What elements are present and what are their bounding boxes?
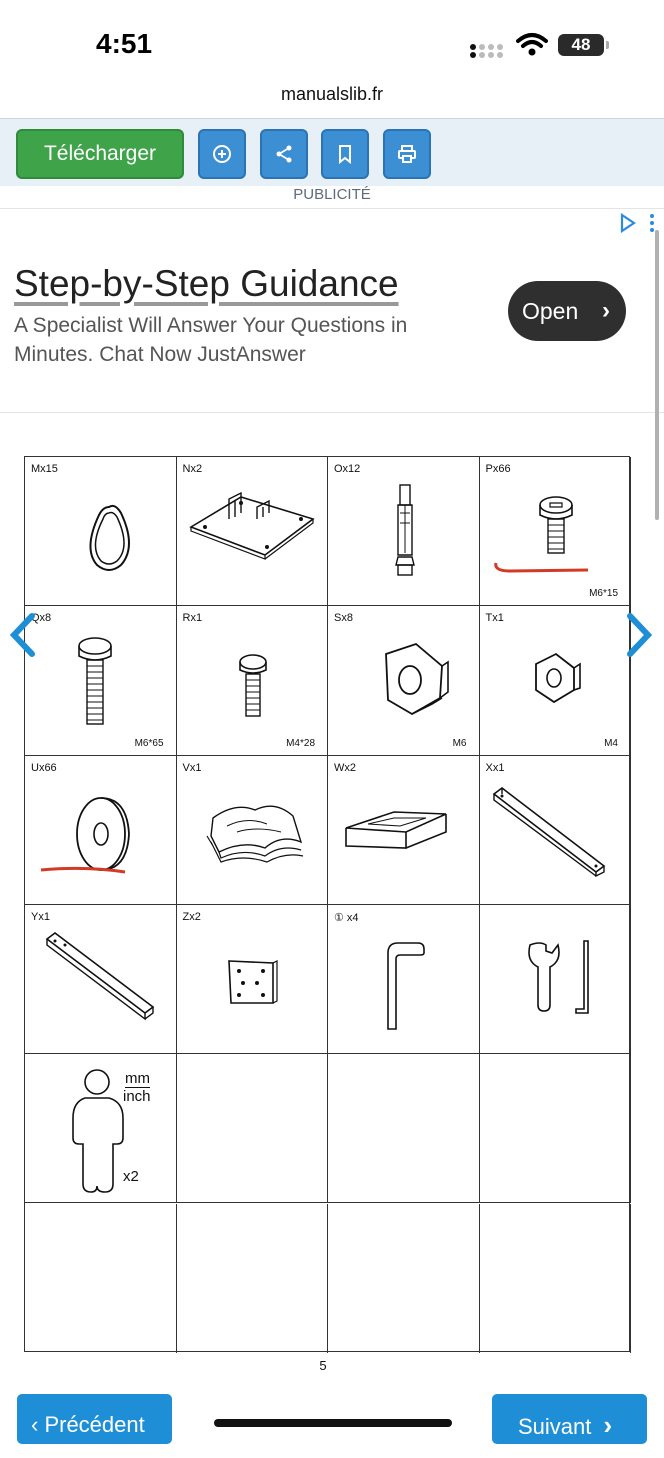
part-label: Qx8 bbox=[31, 612, 52, 625]
empty-cell bbox=[328, 1204, 480, 1353]
print-button[interactable] bbox=[383, 129, 431, 179]
share-icon bbox=[274, 144, 294, 164]
part-label: Tx1 bbox=[485, 612, 504, 625]
ad-open-label: Open bbox=[522, 298, 579, 324]
unit-inch: inch bbox=[123, 1088, 151, 1106]
bar-icon bbox=[480, 756, 630, 904]
share-button[interactable] bbox=[260, 129, 308, 179]
previous-page-arrow[interactable] bbox=[8, 612, 38, 658]
part-label: Ux66 bbox=[31, 761, 57, 774]
document-toolbar bbox=[0, 118, 664, 186]
ad-open-button[interactable] bbox=[508, 281, 626, 341]
adchoices-icon[interactable] bbox=[616, 213, 656, 233]
bar-icon bbox=[25, 905, 175, 1053]
cellular-signal-icon bbox=[470, 38, 506, 58]
anchor-bolt-icon bbox=[328, 457, 478, 605]
bookmark-button[interactable] bbox=[321, 129, 369, 179]
part-label: Mx15 bbox=[31, 463, 58, 475]
part-cell bbox=[177, 756, 329, 905]
status-time: 4:51 bbox=[96, 28, 153, 59]
part-size: M6 bbox=[452, 737, 467, 749]
hex-key-icon bbox=[328, 905, 478, 1053]
part-cell bbox=[177, 905, 329, 1054]
chevron-right-icon: › bbox=[603, 1410, 613, 1440]
part-cell bbox=[25, 756, 177, 905]
empty-cell bbox=[480, 1204, 632, 1353]
ring-clip-icon bbox=[25, 457, 175, 605]
part-label: Wx2 bbox=[334, 761, 356, 774]
block-icon bbox=[328, 756, 478, 904]
part-cell bbox=[480, 905, 632, 1054]
empty-cell bbox=[328, 1054, 480, 1203]
ad-description: A Specialist Will Answer Your Questions in Minutes. Chat Now JustAnswer bbox=[14, 314, 408, 366]
ad-title[interactable]: Step-by-Step Guidance bbox=[14, 263, 399, 304]
part-size: M6*15 bbox=[589, 588, 618, 600]
home-indicator[interactable] bbox=[214, 1419, 452, 1427]
download-button[interactable]: Télécharger bbox=[16, 129, 184, 179]
status-bar bbox=[0, 0, 664, 78]
chevron-right-icon: › bbox=[602, 297, 610, 324]
battery-icon: 48 bbox=[558, 34, 604, 56]
part-cell bbox=[177, 457, 329, 606]
plus-circle-icon bbox=[212, 144, 232, 164]
wrench-and-key-icon bbox=[480, 905, 630, 1053]
part-label: Vx1 bbox=[182, 761, 202, 774]
part-cell bbox=[177, 606, 329, 755]
empty-cell bbox=[480, 1054, 632, 1203]
bracket-plate-icon bbox=[177, 457, 327, 605]
wifi-icon bbox=[516, 32, 548, 56]
printer-icon bbox=[397, 144, 417, 164]
part-cell bbox=[25, 1054, 177, 1203]
part-label: Ox12 bbox=[334, 463, 361, 475]
unit-mm: mm bbox=[125, 1070, 150, 1088]
part-cell bbox=[328, 756, 480, 905]
person-icon bbox=[25, 1054, 175, 1202]
long-screw-icon bbox=[25, 606, 175, 754]
part-label: Xx1 bbox=[485, 761, 505, 774]
part-label: Zx2 bbox=[182, 910, 201, 923]
part-label: Yx1 bbox=[31, 910, 50, 923]
part-cell bbox=[328, 905, 480, 1054]
empty-cell bbox=[177, 1204, 329, 1353]
part-size: M4 bbox=[604, 737, 618, 749]
next-button[interactable] bbox=[492, 1394, 647, 1444]
address-bar[interactable]: manualslib.fr bbox=[280, 84, 384, 104]
scrollbar[interactable] bbox=[655, 230, 659, 520]
part-cell bbox=[480, 457, 632, 606]
part-label: ① x4 bbox=[334, 911, 359, 924]
part-cell bbox=[25, 606, 177, 755]
empty-cell bbox=[25, 1204, 177, 1353]
empty-cell bbox=[177, 1054, 329, 1203]
next-button-label: Suivant bbox=[518, 1414, 592, 1439]
small-screw-icon bbox=[177, 606, 327, 754]
part-size: M4*28 bbox=[286, 737, 315, 749]
part-label: Nx2 bbox=[182, 463, 203, 475]
previous-button[interactable]: ‹ Précédent bbox=[17, 1394, 172, 1444]
part-cell bbox=[328, 457, 480, 606]
short-screw-icon bbox=[480, 457, 630, 605]
small-nut-icon bbox=[480, 606, 630, 754]
part-label: Px66 bbox=[485, 463, 511, 475]
part-cell bbox=[480, 606, 632, 755]
part-label: Sx8 bbox=[334, 612, 353, 625]
part-cell bbox=[25, 905, 177, 1054]
next-page-arrow[interactable] bbox=[624, 612, 654, 658]
part-cell bbox=[480, 756, 632, 905]
ad-label: PUBLICITÉ bbox=[293, 186, 371, 203]
cloth-icon bbox=[177, 756, 327, 904]
part-cell bbox=[328, 606, 480, 755]
parts-grid bbox=[24, 456, 630, 1352]
part-label: Rx1 bbox=[182, 612, 203, 625]
part-cell bbox=[25, 457, 177, 606]
part-size: M6*65 bbox=[134, 737, 164, 749]
zoom-in-button[interactable] bbox=[198, 129, 246, 179]
large-nut-icon bbox=[328, 606, 478, 754]
connector-plate-icon bbox=[177, 905, 327, 1053]
person-count: x2 bbox=[123, 1168, 139, 1186]
bookmark-icon bbox=[335, 144, 355, 164]
washer-icon bbox=[25, 756, 175, 904]
advertisement[interactable] bbox=[0, 208, 664, 413]
page-number: 5 bbox=[319, 1358, 327, 1373]
